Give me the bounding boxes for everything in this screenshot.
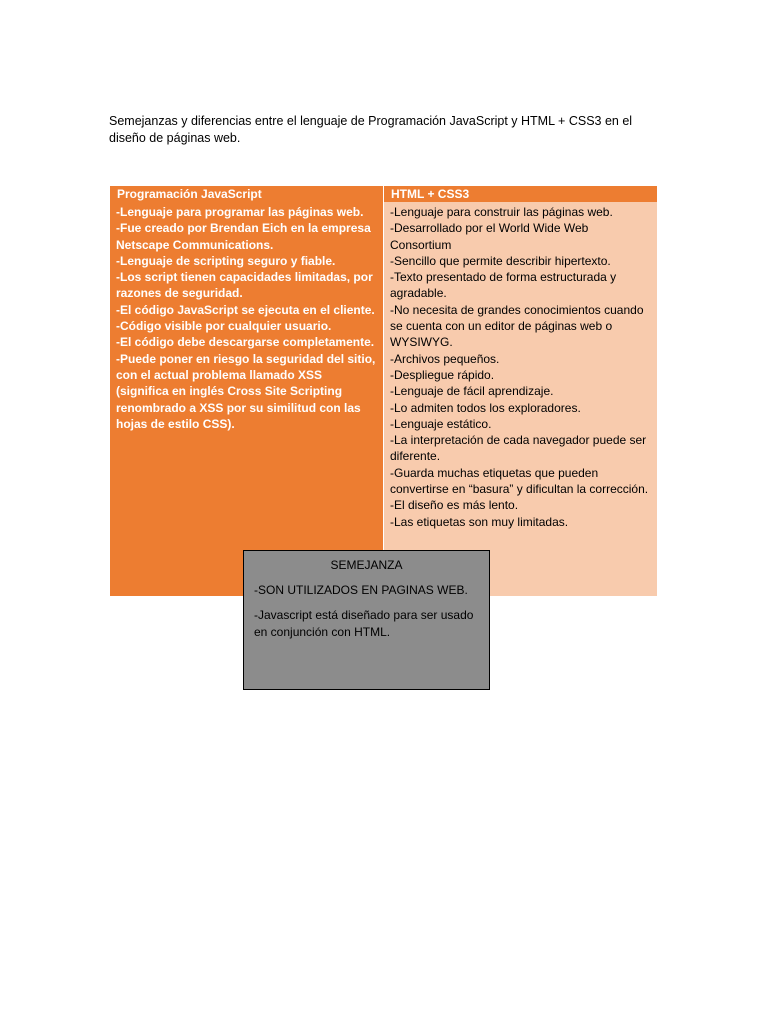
- html-css-item: -Lenguaje estático.: [390, 416, 492, 431]
- javascript-item: -Fue creado por Brendan Eich en la empresa Netscape Communications.: [116, 221, 371, 252]
- javascript-column: [110, 186, 383, 596]
- html-css-item: -La interpretación de cada navegador puede ser diferente.: [390, 433, 647, 464]
- javascript-item: -Lenguaje de scripting seguro y fiable.: [116, 253, 336, 268]
- html-css-item: -Texto presentado de forma estructurada y agradable.: [390, 270, 617, 301]
- html-css-column: [383, 186, 657, 596]
- html-css-item: -Archivos pequeños.: [390, 351, 500, 366]
- similarity-title: SEMEJANZA: [330, 558, 403, 572]
- html-css-column-body: [383, 202, 657, 596]
- html-css-item: -Sencillo que permite describir hipertexto.: [390, 253, 611, 268]
- html-css-item: -Lenguaje para construir las páginas web.: [390, 205, 613, 219]
- html-css-item: -Despliegue rápido.: [390, 367, 495, 382]
- html-css-item: -Lo admiten todos los exploradores.: [390, 400, 581, 415]
- html-css-item: -Las etiquetas son muy limitadas.: [390, 514, 569, 529]
- javascript-item: -Los script tienen capacidades limitadas, por razones de seguridad.: [116, 270, 373, 301]
- similarity-box: [243, 550, 490, 690]
- html-css-item: -Lenguaje de fácil aprendizaje.: [390, 384, 554, 399]
- javascript-item: -Código visible por cualquier usuario.: [116, 319, 332, 334]
- html-css-item: -Desarrollado por el World Wide Web Consortium: [390, 221, 589, 252]
- javascript-item: -Lenguaje para programar las páginas web.: [116, 205, 364, 219]
- javascript-column-header: Programación JavaScript: [110, 186, 383, 202]
- javascript-column-body: [110, 202, 383, 596]
- javascript-item: -Puede poner en riesgo la seguridad del sitio, con el actual problema llamado XSS (significa en inglés Cross Site Scripting renombrado a XSS por su similitud con las hojas de estilo CSS).: [116, 351, 376, 431]
- javascript-item: -El código JavaScript se ejecuta en el cliente.: [116, 302, 375, 317]
- similarity-item: -SON UTILIZADOS EN PAGINAS WEB.: [254, 582, 468, 597]
- html-css-item: -El diseño es más lento.: [390, 498, 519, 513]
- javascript-item: -El código debe descargarse completamente.: [116, 335, 375, 350]
- html-css-item: -No necesita de grandes conocimientos cuando se cuenta con un editor de páginas web o WYSIWYG.: [390, 302, 644, 350]
- similarity-item: -Javascript está diseñado para ser usado en conjunción con HTML.: [254, 608, 474, 639]
- comparison-table: [110, 186, 657, 596]
- page-title: Semejanzas y diferencias entre el lenguaje de Programación JavaScript y HTML + CSS3 en el diseño de páginas web.: [109, 114, 633, 145]
- html-css-item: -Guarda muchas etiquetas que pueden convertirse en “basura” y dificultan la corrección.: [390, 465, 649, 497]
- html-css-column-header: HTML + CSS3: [383, 186, 657, 202]
